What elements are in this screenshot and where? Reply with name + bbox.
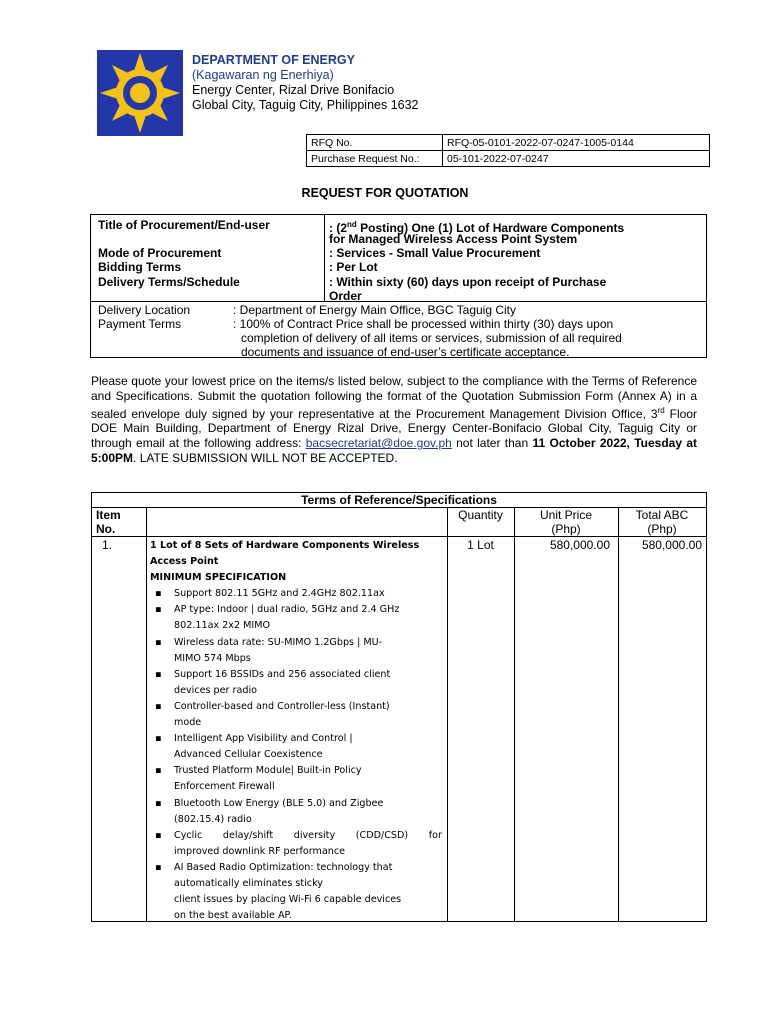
spec-item: ▪ Support 802.11 5GHz and 2.4GHz 802.11ax xyxy=(150,586,442,602)
rfq-number-table xyxy=(306,134,710,167)
location-label: Delivery Location xyxy=(98,303,191,317)
bidding-value: : Per Lot xyxy=(329,260,378,274)
address-line-1: Energy Center, Rizal Drive Bonifacio xyxy=(192,83,395,97)
spec-continuation-1: client issues by placing Wi-Fi 6 capable devices xyxy=(174,894,402,906)
location-value: : Department of Energy Main Office, BGC Taguig City xyxy=(233,303,517,317)
spec-item: ▪ AI Based Radio Optimization: technology that automatically eliminates sticky xyxy=(150,860,442,892)
item-quantity: 1 Lot xyxy=(467,538,494,552)
title-label: Title of Procurement/End-user xyxy=(98,218,270,232)
item-total: 580,000.00 xyxy=(641,538,702,552)
spec-item: ▪ Intelligent App Visibility and Control | Advanced Cellular Coexistence xyxy=(150,731,442,763)
item-number: 1. xyxy=(102,538,113,552)
spec-list xyxy=(150,586,442,892)
spec-item: ▪ Cyclic delay/shift diversity (CDD/CSD) for improved downlink RF performance xyxy=(150,828,442,860)
item-description: 1 Lot of 8 Sets of Hardware Components Wireless Access Point MINIMUM SPECIFICATION ▪ Support 802.11 5GHz and 2.4GHz 802.11ax ▪ AP type: Indoor | dual radio, 5GHz and 2.4 GHz 802.11ax 2x2 MIMO ▪ Wireless data rate: SU-MIMO 1.2Gbps | MU- MIMO 574 Mbps ▪ Support 16 BSSIDs and 256 associated client devices per radio ▪ Controller-based and Controller-less (Instant) mode ▪ Intelligent App Visibility and Control | Advanced Cellular Coexistence ▪ Trusted Platform Module| Built-in Policy Enforcement Firewall ▪ Bluetooth Low Energy (BLE 5.0) and Zigbee (802.15.4) radio ▪ Cyclic delay/shift diversity (CDD/CSD) for improved downlink RF performance ▪ AI Based Radio Optimization: technology that automatically eliminates sticky client issues by placing Wi-Fi 6 capable devices on the best available AP. xyxy=(150,538,442,924)
rfq-value: RFQ-05-0101-2022-07-0247-1005-0144 xyxy=(443,135,710,151)
col-unit-price-header: Unit Price (Php) xyxy=(539,508,592,536)
instructions-paragraph: Please quote your lowest price on the items/s listed below, subject to the compliance with the Terms of Reference and Specifications. Submit the quotation following the format of the Quotation Submission Form (Annex A) in a sealed envelope duly signed by your representative at the Procurement Management Division Office, 3rd Floor DOE Main Building, Department of Energy Rizal Drive, Energy Center-Bonifacio Global City, Taguig City or through email at the following address: bacsecretariat@doe.gov.ph not later than 11 October 2022, Tuesday at 5:00PM. LATE SUBMISSION WILL NOT BE ACCEPTED. xyxy=(91,374,697,465)
spec-item: ▪ Trusted Platform Module| Built-in Policy Enforcement Firewall xyxy=(150,763,442,795)
spec-item: ▪ Controller-based and Controller-less (Instant) mode xyxy=(150,699,442,731)
specifications-table xyxy=(91,492,707,922)
spec-heading: Terms of Reference/Specifications xyxy=(301,493,497,507)
col-total-header: Total ABC (Php) xyxy=(635,508,689,536)
col-item-header: Item No. xyxy=(96,508,121,536)
pr-value: 05-101-2022-07-0247 xyxy=(443,151,710,167)
title-value-line2: for Managed Wireless Access Point System xyxy=(329,232,578,246)
department-subtitle: (Kagawaran ng Enerhiya) xyxy=(192,68,334,82)
title-value: : (2nd Posting) One (1) Lot of Hardware Components xyxy=(329,220,625,235)
procurement-info-table xyxy=(90,214,707,358)
doe-logo xyxy=(97,50,183,136)
email-link[interactable]: bacsecretariat@doe.gov.ph xyxy=(305,436,452,451)
spec-item: ▪ Bluetooth Low Energy (BLE 5.0) and Zigbee (802.15.4) radio xyxy=(150,796,442,828)
payment-label: Payment Terms xyxy=(98,317,182,331)
spec-continuation-2: on the best available AP. xyxy=(174,910,292,922)
department-name: DEPARTMENT OF ENERGY xyxy=(192,53,355,67)
spec-item: ▪ AP type: Indoor | dual radio, 5GHz and 2.4 GHz 802.11ax 2x2 MIMO xyxy=(150,602,442,634)
spec-item: ▪ Support 16 BSSIDs and 256 associated client devices per radio xyxy=(150,667,442,699)
rfq-label: RFQ No. xyxy=(307,135,443,151)
document-title: REQUEST FOR QUOTATION xyxy=(301,186,469,200)
mode-value: : Services - Small Value Procurement xyxy=(329,246,541,260)
payment-value: : 100% of Contract Price shall be processed within thirty (30) days upon completion of delivery of all items or services, submission of all required documents and issuance of end-user’s certificate acceptance. xyxy=(233,317,622,359)
delivery-value-line2: Order xyxy=(329,289,362,303)
spec-item: ▪ Wireless data rate: SU-MIMO 1.2Gbps | MU- MIMO 574 Mbps xyxy=(150,635,442,667)
deadline: 11 October 2022, Tuesday at 5:00PM xyxy=(91,436,697,465)
delivery-label: Delivery Terms/Schedule xyxy=(98,275,240,289)
pr-label: Purchase Request No.: xyxy=(307,151,443,167)
address-line-2: Global City, Taguig City, Philippines 1632 xyxy=(192,98,419,112)
letterhead xyxy=(192,53,419,113)
delivery-value: : Within sixty (60) days upon receipt of Purchase xyxy=(329,275,607,289)
mode-label: Mode of Procurement xyxy=(98,246,222,260)
item-unit-price: 580,000.00 xyxy=(549,538,610,552)
col-quantity-header: Quantity xyxy=(458,508,503,522)
bidding-label: Bidding Terms xyxy=(98,260,182,274)
